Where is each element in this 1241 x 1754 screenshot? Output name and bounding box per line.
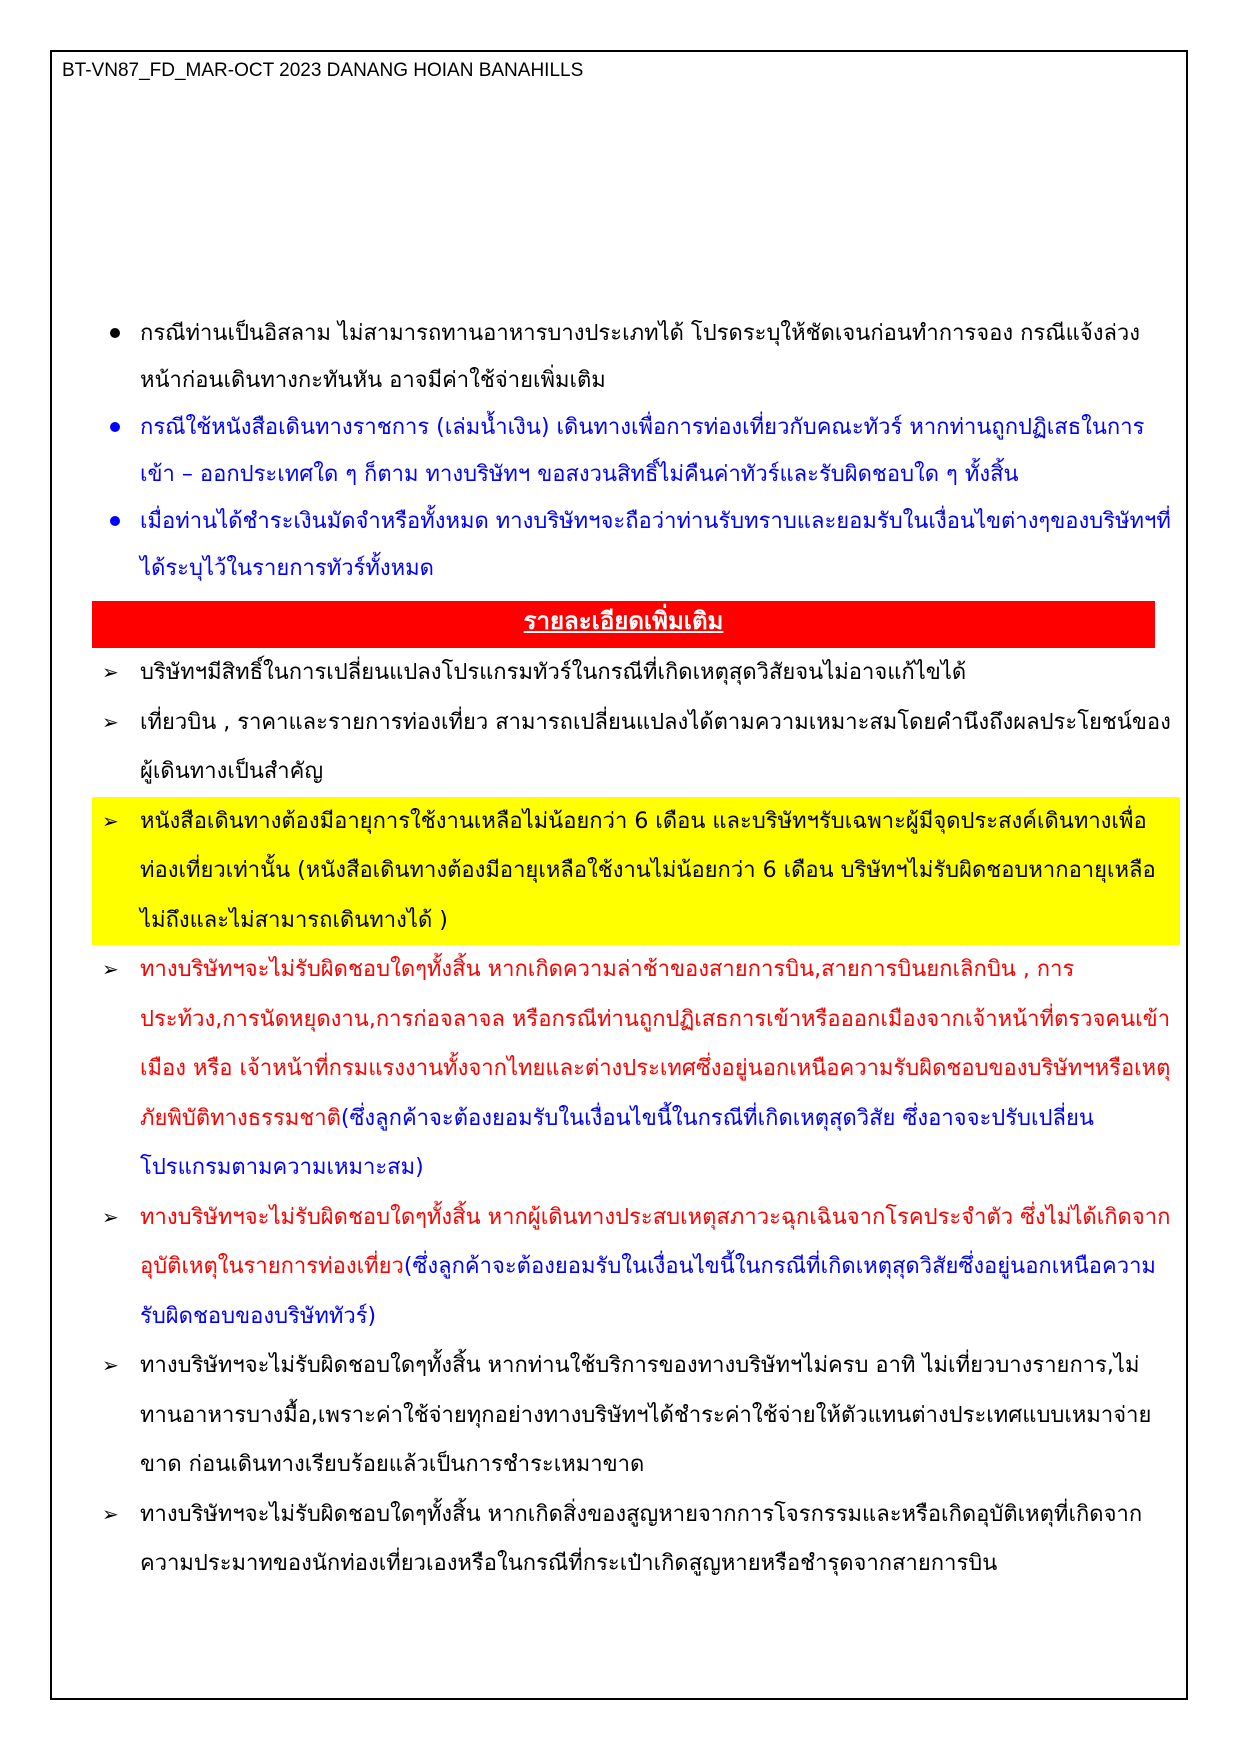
arrow-bullet-icon: ➢ <box>102 1501 119 1526</box>
detail-text-blue: (ซึ่งลูกค้าจะต้องยอมรับในเงื่อนไขนี้ในกรณีที่เกิดเหตุสุดวิสัย ซึ่งอาจจะปรับเปลี่ยนโปรแกรมตามความเหมาะสม) <box>140 1105 1094 1180</box>
list-item <box>62 404 1172 498</box>
detail-text: เที่ยวบิน , ราคาและรายการท่องเที่ยว สามารถเปลี่ยนแปลงได้ตามความเหมาะสมโดยคำนึงถึงผลประโยชน์ของผู้เดินทางเป็นสำคัญ <box>140 709 1171 784</box>
arrow-bullet-icon: ➢ <box>102 660 119 684</box>
detail-text-red: ทางบริษัทฯจะไม่รับผิดชอบใดๆทั้งสิ้น หากผู้เดินทางประสบเหตุสภาวะฉุกเฉินจากโรคประจำตัว ซึ่งไม่ได้เกิดจากอุบัติเหตุในรายการท่องเที่ยว <box>140 1204 1171 1279</box>
arrow-bullet-icon: ➢ <box>102 957 119 981</box>
detail-text: บริษัทฯมีสิทธิ์ในการเปลี่ยนแปลงโปรแกรมทัวร์ในกรณีที่เกิดเหตุสุดวิสัยจนไม่อาจแก้ไขได้ <box>140 660 967 685</box>
detail-text-red: ทางบริษัทฯจะไม่รับผิดชอบใดๆทั้งสิ้น หากเกิดความล่าช้าของสายการบิน,สายการบินยกเลิกบิน , การประท้วง,การนัดหยุดงาน,การก่อจลาจล หรือกรณีท่านถูกปฏิเสธการเข้าหรือออกเมืองจากเจ้าหน้าที่ตรวจคนเข้าเมือง หรือ เจ้าหน้าที่กรมแรงงานทั้งจากไทยและต่างประเทศซึ่งอยู่นอกเหนือความรับผิดชอบของบริษัทฯหรือเหตุภัยพิบัติทางธรรมชาติ <box>140 957 1171 1131</box>
detail-text: ทางบริษัทฯจะไม่รับผิดชอบใดๆทั้งสิ้น หากท่านใช้บริการของทางบริษัทฯไม่ครบ อาทิ ไม่เที่ยวบางรายการ,ไม่ทานอาหารบางมื้อ,เพราะค่าใช้จ่ายทุกอย่างทางบริษัทฯได้ชำระค่าใช้จ่ายให้ตัวแทนต่างประเทศแบบเหมาจ่ายขาด ก่อนเดินทางเรียบร้อยแล้วเป็นการชำระเหมาขาด <box>140 1353 1152 1477</box>
list-item <box>92 945 1177 1193</box>
section-title: รายละเอียดเพิ่มเติม <box>523 607 724 635</box>
list-item <box>92 1193 1177 1342</box>
note-text: เมื่อท่านได้ชำระเงินมัดจำหรือทั้งหมด ทางบริษัทฯจะถือว่าท่านรับทราบและยอมรับในเงื่อนไขต่างๆของบริษัทฯที่ได้ระบุไว้ในรายการทัวร์ทั้งหมด <box>140 509 1171 581</box>
section-banner <box>92 601 1155 648</box>
document-code: BT-VN87_FD_MAR-OCT 2023 DANANG HOIAN BANAHILLS <box>62 60 584 81</box>
note-text: กรณีท่านเป็นอิสลาม ไม่สามารถทานอาหารบางประเภทได้ โปรดระบุให้ชัดเจนก่อนทำการจอง กรณีแจ้งล่วงหน้าก่อนเดินทางกะทันหัน อาจมีค่าใช้จ่ายเพิ่มเติม <box>140 321 1141 393</box>
bullet-icon <box>110 328 120 338</box>
arrow-bullet-icon: ➢ <box>102 709 119 734</box>
notes-list <box>62 310 1172 592</box>
details-list <box>92 648 1177 1589</box>
detail-text: ทางบริษัทฯจะไม่รับผิดชอบใดๆทั้งสิ้น หากเกิดสิ่งของสูญหายจากการโจรกรรมและหรือเกิดอุบัติเหตุที่เกิดจากความประมาทของนักท่องเที่ยวเองหรือในกรณีที่กระเป๋าเกิดสูญหายหรือชำรุดจากสายการบิน <box>140 1501 1143 1576</box>
arrow-bullet-icon: ➢ <box>102 1353 119 1377</box>
list-item <box>92 1341 1177 1490</box>
bullet-icon <box>110 516 120 526</box>
arrow-bullet-icon: ➢ <box>102 1204 119 1229</box>
note-text: กรณีใช้หนังสือเดินทางราชการ (เล่มน้ำเงิน) เดินทางเพื่อการท่องเที่ยวกับคณะทัวร์ หากท่านถูกปฏิเสธในการเข้า – ออกประเทศใด ๆ ก็ตาม ทางบริษัทฯ ขอสงวนสิทธิ์ไม่คืนค่าทัวร์และรับผิดชอบใด ๆ ทั้งสิ้น <box>140 415 1145 487</box>
list-item-highlighted <box>92 797 1180 946</box>
list-item <box>92 648 1177 698</box>
list-item <box>92 1490 1177 1589</box>
bullet-icon <box>110 422 120 432</box>
detail-text-blue: (ซึ่งลูกค้าจะต้องยอมรับในเงื่อนไขนี้ในกรณีที่เกิดเหตุสุดวิสัยซึ่งอยู่นอกเหนือความรับผิดชอบของบริษัททัวร์) <box>140 1254 1156 1329</box>
arrow-bullet-icon: ➢ <box>102 808 119 833</box>
detail-text: หนังสือเดินทางต้องมีอายุการใช้งานเหลือไม่น้อยกว่า 6 เดือน และบริษัทฯรับเฉพาะผู้มีจุดประสงค์เดินทางเพื่อท่องเที่ยวเท่านั้น (หนังสือเดินทางต้องมีอายุเหลือใช้งานไม่น้อยกว่า 6 เดือน บริษัทฯไม่รับผิดชอบหากอายุเหลือไม่ถึงและไม่สามารถเดินทางได้ ) <box>140 808 1156 933</box>
list-item <box>62 498 1172 592</box>
list-item <box>92 698 1177 797</box>
list-item <box>62 310 1172 404</box>
